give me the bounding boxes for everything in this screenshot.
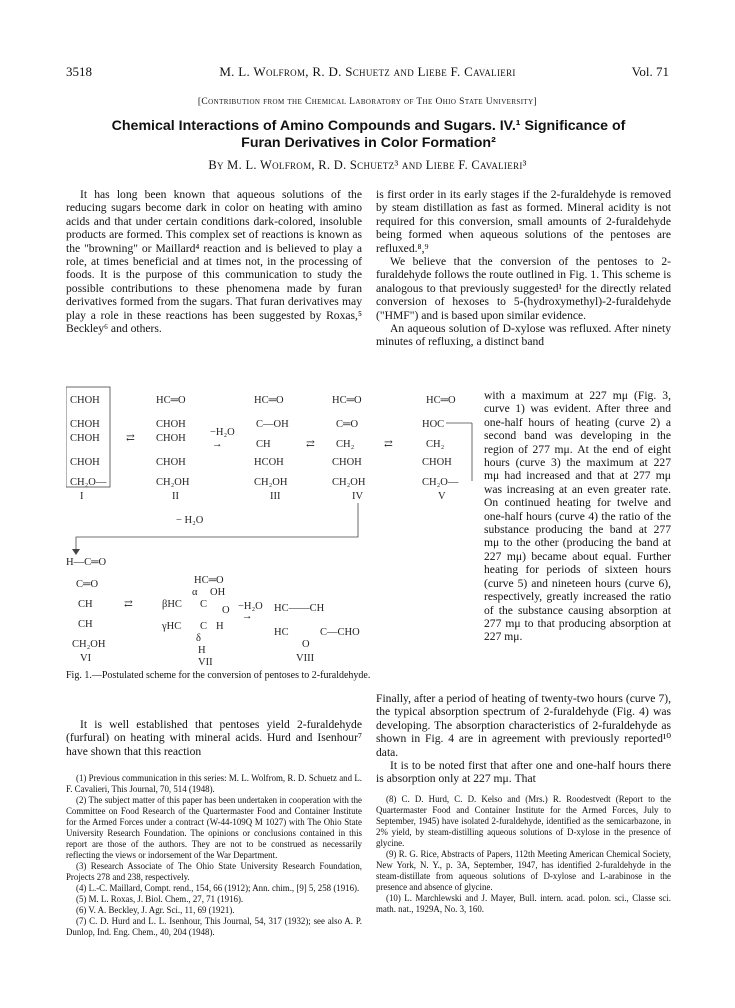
paragraph: We believe that the conversion of the pentoses to 2-furaldehyde follows the route outlined in Fig. 1. This scheme is analogous to that previously suggested¹ for the directly related conversion of hexoses to 5-(hydroxymethyl)-2-furaldehyde ("HMF") and is based upon similar evidence. [376,255,671,322]
svg-text:CHOH: CHOH [70,433,100,444]
svg-text:CHOH: CHOH [70,419,100,430]
svg-text:→: → [242,611,253,622]
svg-text:⇄: ⇄ [124,599,133,610]
left-column-intro [66,188,362,335]
footnote: (6) V. A. Beckley, J. Agr. Sci., 11, 69 (1921). [76,905,235,915]
paragraph: An aqueous solution of D-xylose was refluxed. After ninety minutes of refluxing, a distinct band [376,322,671,349]
paragraph: It is to be noted first that after one and one-half hours there is absorption only at 227 mμ. That [376,759,671,786]
footnote: (1) Previous communication in this series: M. L. Wolfrom, R. D. Schuetz and L. F. Cavalieri, This Journal, 70, 514 (1948). [66,773,362,794]
svg-text:− H₂O: − H₂O [176,515,204,526]
running-header-authors: M. L. Wolfrom, R. D. Schuetz and Liebe F. Cavalieri [219,64,516,79]
svg-text:C═O: C═O [336,419,359,430]
footnote: (5) M. L. Roxas, J. Biol. Chem., 27, 71 (1916). [76,894,244,904]
title-line-2: Furan Derivatives in Color Formation² [241,135,496,151]
right-column-bottom [376,692,671,786]
paragraph: It has long been known that aqueous solutions of the reducing sugars become dark in color on heating with amino acids and that under certain conditions dark-colored, insoluble products are formed. This complex set of reactions is known as the "browning" or Maillard⁴ reaction and is believed to play a role, at times beneficial and at times not, in the processing of foods. It is the purpose of this communication to study the possible contributions to these phenomena made by furan derivatives formed from the sugars. That furan derivatives may play a role in these reactions has been suggested by Roxas,⁵ Beckley⁶ and others. [66,188,362,336]
title-line-1: Chemical Interactions of Amino Compounds and Sugars. IV.¹ Significance of [111,118,626,134]
svg-text:C: C [200,621,208,632]
compound-VIII [274,603,360,664]
svg-text:⇄: ⇄ [384,439,393,450]
svg-text:CHOH: CHOH [156,433,186,444]
footnote: (4) L.-C. Maillard, Compt. rend., 154, 66 (1912); Ann. chim., [9] 5, 258 (1916). [76,883,360,893]
footnote: (3) Research Associate of The Ohio State University Research Foundation, Projects 278 and 238, respectively. [66,861,362,882]
svg-text:→: → [212,439,223,450]
volume-label: Vol. 71 [631,64,669,79]
svg-text:IV: IV [352,491,364,502]
svg-text:HC═O: HC═O [254,395,284,406]
footnotes-right [376,794,671,915]
paragraph: Finally, after a period of heating of twenty-two hours (curve 7), the typical absorption spectrum of 2-furaldehyde (Fig. 4) was developing. The absorption characteristics of 2-furaldehyde as shown in Fig. 4 are in agreement with previously reported¹⁰ data. [376,692,671,759]
svg-text:V: V [438,491,446,502]
svg-text:−H₂O: −H₂O [238,601,263,612]
footnote: (10) L. Marchlewski and J. Mayer, Bull. intern. acad. polon. sci., Classe sci. math. nat., 1929A, No. 3, 160. [376,893,671,914]
svg-text:VIII: VIII [296,653,315,664]
svg-text:CH₂O—: CH₂O— [422,477,459,488]
footnotes-left [66,773,362,938]
svg-text:O: O [302,639,310,650]
svg-text:CH₂: CH₂ [426,439,445,450]
svg-text:α: α [192,587,198,598]
svg-text:CH₂OH: CH₂OH [156,477,190,488]
compound-I [66,387,110,502]
left-column-bottom [66,718,362,758]
svg-text:CHOH: CHOH [156,457,186,468]
svg-text:II: II [172,491,179,502]
svg-text:VII: VII [198,657,213,667]
svg-text:CH: CH [256,439,271,450]
footnote: (8) C. D. Hurd, C. D. Kelso and (Mrs.) R. Roodestvedt (Report to the Quartermaster Food and Container Institute for the Armed Forces, July to September, 1945) have isolated 2-furaldehyde, identified as the semicarbazone, in 2% yield, by steam-distilling aqueous solutions of D-xylose in the presence of glycine. [376,794,671,848]
byline: By M. L. Wolfrom, R. D. Schuetz³ and Liebe F. Cavalieri³ [208,158,527,172]
svg-text:CH₂: CH₂ [336,439,355,450]
page-number: 3518 [66,64,92,79]
paragraph: It is well established that pentoses yield 2-furaldehyde (furfural) on heating with mineral acids. Hurd and Isenhour⁷ have shown that this reaction [66,718,362,758]
svg-text:γHC: γHC [162,621,182,632]
right-column-beside-figure [484,389,671,644]
reaction-scheme-figure [66,385,478,667]
compound-VII [161,575,230,667]
svg-text:CH₂OH: CH₂OH [332,477,366,488]
figure-caption: Fig. 1.—Postulated scheme for the conversion of pentoses to 2-furaldehyde. [66,670,371,681]
footnote: (7) C. D. Hurd and L. L. Isenhour, This Journal, 54, 317 (1932); see also A. P. Dunlop, Ind. Eng. Chem., 40, 204 (1948). [66,916,362,937]
svg-text:H: H [216,621,224,632]
svg-text:CH: CH [78,619,93,630]
svg-text:H: H [198,645,206,656]
svg-text:HCOH: HCOH [254,457,284,468]
paragraph: is first order in its early stages if the 2-furaldehyde is removed by steam distillation as fast as formed. Mineral acidity is not required for this conversion, small amounts of 2-furaldehyde being formed when aqueous solutions of the pentoses are refluxed.⁸,⁹ [376,188,671,255]
compound-V [422,395,472,502]
right-column-top [376,188,671,349]
compound-VI [66,557,107,664]
svg-text:−H₂O: −H₂O [210,427,235,438]
article-title [66,118,671,152]
compound-III [254,395,289,502]
compound-II [156,395,190,502]
svg-text:HC═O: HC═O [332,395,362,406]
svg-text:HOC: HOC [422,419,445,430]
svg-text:CHOH: CHOH [70,457,100,468]
footnote: (2) The subject matter of this paper has been undertaken in cooperation with the Committee on Food Research of the Quartermaster Food and Container Institute for the Armed Forces under a contract (W-44-109Q M 1027) with The Ohio State University Research Foundation. The opinions or conclusions contained in this report are those of the authors. They are not to be construed as necessarily reflecting the views or indorsement of the War Department. [66,795,362,860]
paragraph: with a maximum at 227 mμ (Fig. 3, curve 1) was evident. After three and one-half hours of heating (curve 2) a second band was developing in the region of 277 mμ. At the end of eight hours (curve 3) the maximum at 227 mμ had increased and that at 277 mμ was increasing at an even greater rate. On continued heating for twelve and one-half hours (curve 4) the ratio of the substance producing the band at 277 mμ to the other (producing the band at 227 mμ) became about equal. Further heating for periods of sixteen hours (curve 5) and nineteen hours (curve 6), respectively, greatly increased the ratio of the substance causing absorption at 277 mμ to that producing absorption at 227 mμ. [484,389,671,644]
svg-text:CH₂OH: CH₂OH [72,639,106,650]
svg-text:C—CHO: C—CHO [320,627,360,638]
svg-text:βHC: βHC [162,599,182,610]
svg-text:HC═O: HC═O [156,395,186,406]
svg-text:⇄: ⇄ [306,439,315,450]
svg-text:C—OH: C—OH [256,419,289,430]
svg-text:H—C═O: H—C═O [66,557,107,568]
svg-text:I: I [80,491,84,502]
svg-text:C: C [200,599,208,610]
svg-text:CHOH: CHOH [70,395,100,406]
footnote: (9) R. G. Rice, Abstracts of Papers, 112th Meeting American Chemical Society, New York, N. Y., p. 3A, September, 1947, has identified 2-furaldehyde in the steam-distillate from aqueous solutions of D-xylose and L-arabinose in the presence and absence of glycine. [376,849,671,892]
svg-text:CHOH: CHOH [332,457,362,468]
svg-text:OH: OH [210,587,226,598]
svg-text:HC: HC [274,627,289,638]
svg-text:C═O: C═O [76,579,99,590]
svg-text:HC═O: HC═O [426,395,456,406]
svg-text:δ: δ [196,633,201,644]
svg-text:CHOH: CHOH [422,457,452,468]
svg-text:HC——CH: HC——CH [274,603,325,614]
svg-text:CHOH: CHOH [156,419,186,430]
svg-text:CH₂OH: CH₂OH [254,477,288,488]
equilibrium-arrow: ⇄ [126,433,135,444]
svg-text:HC═O: HC═O [194,575,224,586]
svg-text:CH₂O—: CH₂O— [70,477,107,488]
contribution-line: [Contribution from the Chemical Laboratory of The Ohio State University] [197,97,538,107]
svg-text:III: III [270,491,281,502]
svg-text:O: O [222,605,230,616]
svg-text:CH: CH [78,599,93,610]
svg-text:VI: VI [80,653,92,664]
compound-IV [332,395,366,502]
